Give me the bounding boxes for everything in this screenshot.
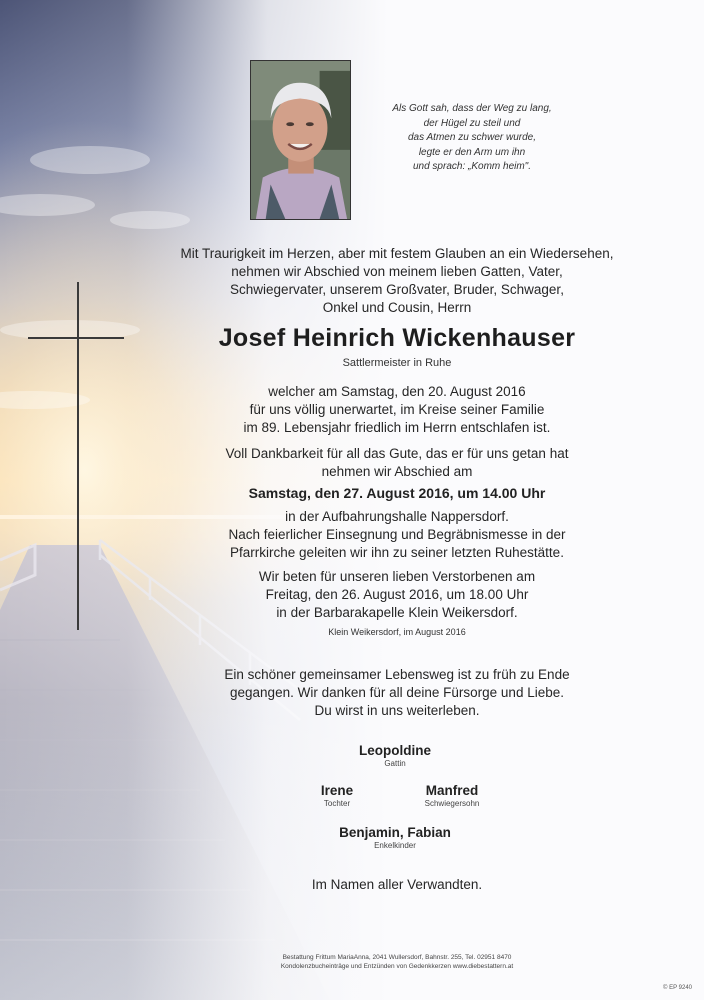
- poem-line: und sprach: „Komm heim".: [412, 161, 532, 172]
- family-member-name: Benjamin, Fabian: [339, 825, 451, 840]
- closing-paragraph: [150, 666, 644, 720]
- ceremony-paragraph: [150, 508, 644, 562]
- closing-line: Ein schöner gemeinsamer Lebensweg ist zu früh zu Ende: [224, 667, 570, 682]
- ceremony-line: Pfarrkirche geleiten wir ihn zu seiner letzten Ruhestätte.: [230, 545, 564, 560]
- death-line: welcher am Samstag, den 20. August 2016: [268, 384, 526, 399]
- poem-line: legte er den Arm um ihn: [418, 146, 526, 158]
- intro-line: Onkel und Cousin, Herrn: [322, 300, 472, 315]
- family-member-role: Gattin: [384, 759, 406, 768]
- signoff: Im Namen aller Verwandten.: [311, 877, 483, 892]
- ceremony-line: Nach feierlicher Einsegnung und Begräbnismesse in der: [228, 527, 566, 542]
- footer: [230, 953, 564, 971]
- family-member-name: Leopoldine: [359, 743, 431, 758]
- place-date: Klein Weikersdorf, im August 2016: [328, 627, 466, 637]
- footer-line: Kondolenzbucheinträge und Entzünden von Gedenkkerzen www.diebestattern.at: [280, 963, 514, 970]
- prayer-paragraph: [150, 568, 644, 622]
- corner-code: © EP 9240: [663, 985, 692, 991]
- ceremony-line: in der Aufbahrungshalle Nappersdorf.: [285, 509, 509, 524]
- family-member-name: Manfred: [425, 783, 479, 798]
- thanks-line: Voll Dankbarkeit für all das Gute, das er für uns getan hat: [225, 446, 569, 461]
- intro-line: Mit Traurigkeit im Herzen, aber mit festem Glauben an ein Wiedersehen,: [180, 246, 614, 261]
- closing-line: gegangen. Wir danken für all deine Fürsorge und Liebe.: [230, 685, 564, 700]
- thanks-paragraph: [150, 445, 644, 481]
- intro-paragraph: [150, 245, 644, 317]
- poem-line: das Atmen zu schwer wurde,: [407, 132, 537, 143]
- death-paragraph: [150, 383, 644, 437]
- footer-line: Bestattung Frittum MariaAnna, 2041 Wullersdorf, Bahnstr. 255, Tel. 02951 8470: [282, 954, 512, 961]
- family-member-name: Irene: [320, 783, 354, 798]
- closing-line: Du wirst in uns weiterleben.: [314, 703, 480, 718]
- thanks-line: nehmen wir Abschied am: [321, 464, 473, 479]
- family-member-role: Schwiegersohn: [424, 799, 480, 808]
- prayer-line: Freitag, den 26. August 2016, um 18.00 Uhr: [265, 587, 529, 602]
- family-member-role: Enkelkinder: [374, 841, 416, 850]
- deceased-name: Josef Heinrich Wickenhauser: [218, 324, 576, 352]
- poem-line: Als Gott sah, dass der Weg zu lang,: [392, 103, 552, 114]
- prayer-line: in der Barbarakapelle Klein Weikersdorf.: [276, 605, 518, 620]
- intro-line: Schwiegervater, unserem Großvater, Bruder, Schwager,: [230, 282, 564, 297]
- deceased-occupation: Sattlermeister in Ruhe: [342, 357, 452, 369]
- family-member-irene: [287, 783, 387, 808]
- poem: [358, 102, 586, 175]
- funeral-date: Samstag, den 27. August 2016, um 14.00 Uhr: [248, 485, 546, 501]
- intro-line: nehmen wir Abschied von meinem lieben Gatten, Vater,: [231, 264, 563, 279]
- portrait-photo: [250, 60, 351, 220]
- death-line: im 89. Lebensjahr friedlich im Herrn entschlafen ist.: [243, 420, 551, 435]
- death-line: für uns völlig unerwartet, im Kreise seiner Familie: [249, 402, 545, 417]
- family-member-leopoldine: [320, 743, 470, 768]
- family-grandchildren: [310, 825, 480, 850]
- family-member-manfred: [392, 783, 512, 808]
- poem-line: der Hügel zu steil und: [423, 117, 521, 129]
- prayer-line: Wir beten für unseren lieben Verstorbenen am: [258, 569, 536, 584]
- family-member-role: Tochter: [323, 799, 351, 808]
